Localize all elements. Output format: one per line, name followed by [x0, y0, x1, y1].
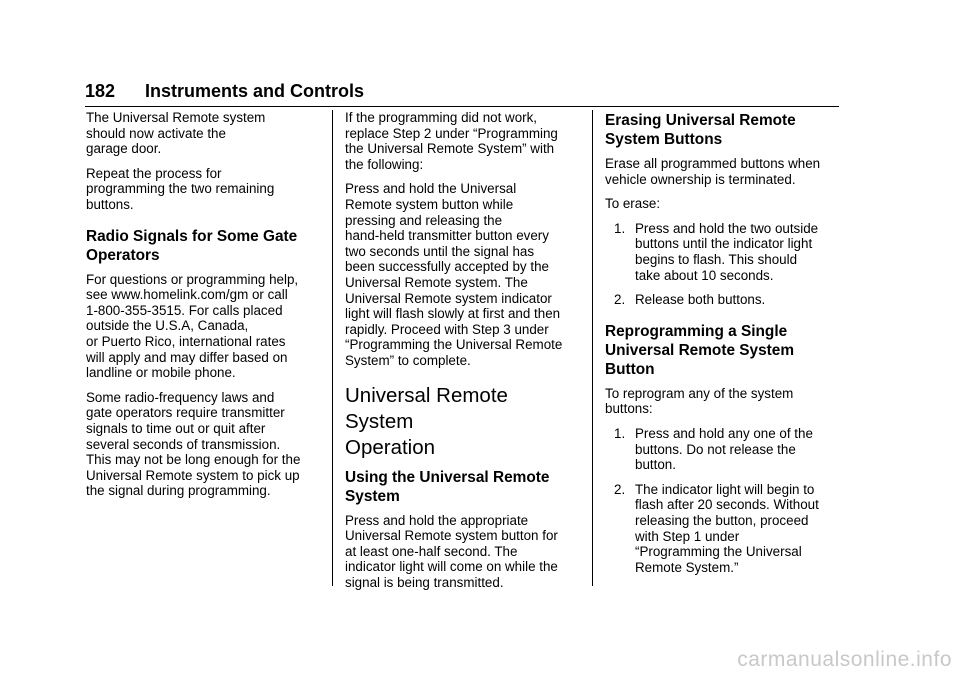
erase-steps-list: [605, 221, 840, 308]
page-number: 182: [85, 81, 116, 101]
section-title: Instruments and Controls: [145, 81, 365, 101]
heading-reprogramming: Reprogramming a Single Universal Remote System Button: [605, 322, 795, 378]
list-item: [605, 292, 840, 308]
list-item-number: 2.: [614, 481, 626, 497]
heading-using-universal-remote: Using the Universal Remote System: [345, 468, 550, 505]
heading-erasing-buttons: Erasing Universal Remote System Buttons: [605, 112, 796, 148]
list-item-text: Press and hold the two outside buttons until the indicator light begins to flash. This should take about 10 seconds.: [635, 220, 819, 283]
column-3: [605, 110, 840, 584]
list-item: [605, 426, 840, 473]
paragraph: If the programming did not work, replace Step 2 under “Programming the Universal Remote System” with the following:: [345, 110, 558, 172]
reprogram-steps-list: [605, 426, 840, 575]
page-header: [85, 80, 839, 107]
paragraph: For questions or programming help, see www.homelink.com/gm or call 1-800-355-3515. For calls placed outside the U.S.A, Canada, or Puerto Rico, international rates will apply and may differ based on landline or mobile phone.: [86, 271, 299, 381]
paragraph: The Universal Remote system should now activate the garage door.: [86, 110, 266, 157]
list-item-number: 1.: [614, 425, 626, 441]
paragraph: Press and hold the Universal Remote system button while pressing and releasing the hand-held transmitter button every two seconds until the signal has been successfully accepted by the Universal Remote system. The Universal Remote system indicator light will flash slowly at first and then rapidly. Proceed with Step 3 under “Programming the Universal Remote System” to complete.: [345, 181, 563, 368]
list-item-text: Release both buttons.: [635, 292, 766, 308]
column-1: [86, 110, 326, 508]
list-item: [605, 221, 840, 283]
paragraph: Press and hold the appropriate Universal Remote system button for at least one-half second. The indicator light will come on while the signal is being transmitted.: [345, 512, 558, 590]
paragraph: Repeat the process for programming the two remaining buttons.: [86, 165, 275, 212]
list-item: [605, 482, 840, 576]
list-item-text: The indicator light will begin to flash after 20 seconds. Without releasing the button, proceed with Step 1 under “Programming the Universal Remote System.”: [635, 481, 819, 575]
paragraph: To erase:: [605, 196, 661, 212]
column-2: [345, 110, 581, 599]
column-divider-2: [592, 110, 593, 586]
list-item-text: Press and hold any one of the buttons. Do not release the button.: [635, 425, 813, 473]
heading-radio-signals: Radio Signals for Some Gate Operators: [86, 227, 298, 264]
heading-universal-remote-operation: Universal Remote System Operation: [345, 383, 508, 459]
column-divider-1: [332, 110, 333, 586]
paragraph: Some radio-frequency laws and gate operators require transmitter signals to time out or quit after several seconds of transmission. This may not be long enough for the Universal Remote system to pick up the signal during programming.: [86, 389, 301, 499]
list-item-number: 1.: [614, 220, 626, 236]
watermark: carmanualsonline.info: [737, 648, 952, 671]
paragraph: To reprogram any of the system buttons:: [605, 385, 794, 417]
list-item-number: 2.: [614, 292, 626, 308]
paragraph: Erase all programmed buttons when vehicle ownership is terminated.: [605, 156, 821, 187]
